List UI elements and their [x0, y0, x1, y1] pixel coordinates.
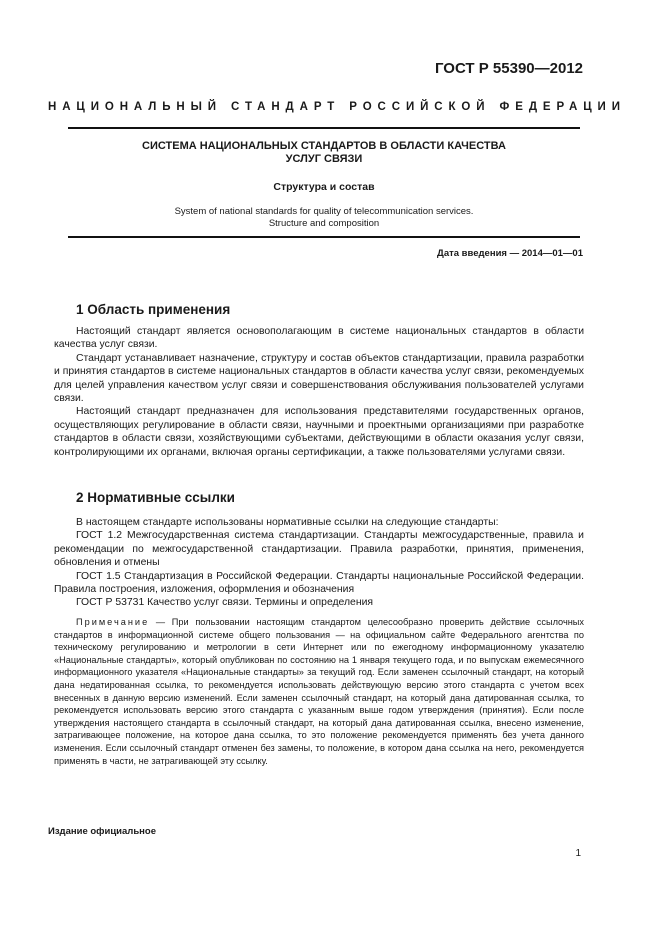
title-english-line-1: System of national standards for quality of telecommunication services.: [174, 206, 474, 217]
section-2-heading: 2 Нормативные ссылки: [76, 490, 235, 505]
top-divider: [68, 127, 580, 129]
title-english-line-2: Structure and composition: [268, 218, 380, 229]
bottom-divider: [68, 236, 580, 238]
note-label: Примечание: [76, 617, 150, 627]
document-code: ГОСТ Р 55390—2012: [434, 60, 583, 77]
section-1-heading: 1 Область применения: [76, 302, 231, 317]
section-1-paragraph: Настоящий стандарт предназначен для использования представителями государственных органов, осуществляющих регулирование в области связи, научными и проектными организациями при разработке стандартов в области связи, хозяйствующими субъектами, действующими в области оказания услуг связи, контролирующими их органами, включая органы сертификации, а также пользователями услугами связи.: [54, 406, 584, 458]
page-number: 1: [575, 848, 581, 859]
section-2-reference: ГОСТ 1.5 Стандартизация в Российской Федерации. Стандарты национальные Российской Федерации. Правила построения, изложения, оформления и обозначения: [54, 570, 584, 596]
section-2-paragraph: В настоящем стандарте использованы нормативные ссылки на следующие стандарты:: [76, 517, 499, 528]
section-1-body: [54, 325, 584, 459]
section-1-paragraph: Настоящий стандарт является основополагающим в системе национальных стандартов в области качества услуг связи.: [54, 326, 584, 351]
title-english: [68, 206, 580, 230]
section-2-reference: ГОСТ Р 53731 Качество услуг связи. Термины и определения: [76, 597, 374, 609]
note-text: — При пользовании настоящим стандартом целесообразно проверить действие ссылочных стандартов в информационной системе общего пользования — на официальном сайте Федерального агентства по техническому регулированию и метрологии в сети Интернет или по ежегодному информационному указателю «Национальные стандарты», который опубликован по состоянию на 1 января текущего года, и по выпускам ежемесячного информационного указателя «Национальные стандарты» за текущий год. Если заменен ссылочный стандарт, на который дана недатированная ссылка, то рекомендуется использовать действующую версию этого стандарта с учетом всех внесенных в данную версию изменений. Если заменен ссылочный стандарт, на который дана датированная ссылка, то рекомендуется использовать версию этого стандарта с указанным выше годом утверждения (принятия). Если после утверждения настоящего стандарта в ссылочный стандарт, на который дана датированная ссылка, внесено изменение, затрагивающее положение, на которое дана ссылка, то это положение рекомендуется применять без учета данного изменения. Если ссылочный стандарт отменен без замены, то положение, в котором дана ссылка на него, рекомендуется применять в части, не затрагивающей эту ссылку.: [54, 617, 584, 766]
title-russian: [68, 140, 580, 166]
national-standard-banner: НАЦИОНАЛЬНЫЙ СТАНДАРТ РОССИЙСКОЙ ФЕДЕРАЦИИ: [48, 101, 626, 113]
section-2-body: [54, 516, 584, 610]
title-russian-line-1: СИСТЕМА НАЦИОНАЛЬНЫХ СТАНДАРТОВ В ОБЛАСТИ КАЧЕСТВА: [142, 140, 506, 152]
edition-label: Издание официальное: [48, 826, 156, 837]
section-1-paragraph: Стандарт устанавливает назначение, структуру и состав объектов стандартизации, правила разработки и принятия стандартов в системе национальных стандартов в области качества услуг связи, рекомендуемых для целей управления качеством услуг связи и совершенствования обслуживания пользователей услугами связи.: [54, 352, 584, 405]
introduction-date: Дата введения — 2014—01—01: [437, 248, 583, 259]
section-2-reference: ГОСТ 1.2 Межгосударственная система стандартизации. Стандарты межгосударственные, правила и рекомендации по межгосударственной стандартизации. Правила разработки, принятия, применения, обновления и отмены: [54, 530, 584, 569]
subtitle-russian: Структура и состав: [273, 181, 375, 193]
section-2-note: [54, 616, 584, 767]
title-russian-line-2: УСЛУГ СВЯЗИ: [285, 153, 363, 165]
